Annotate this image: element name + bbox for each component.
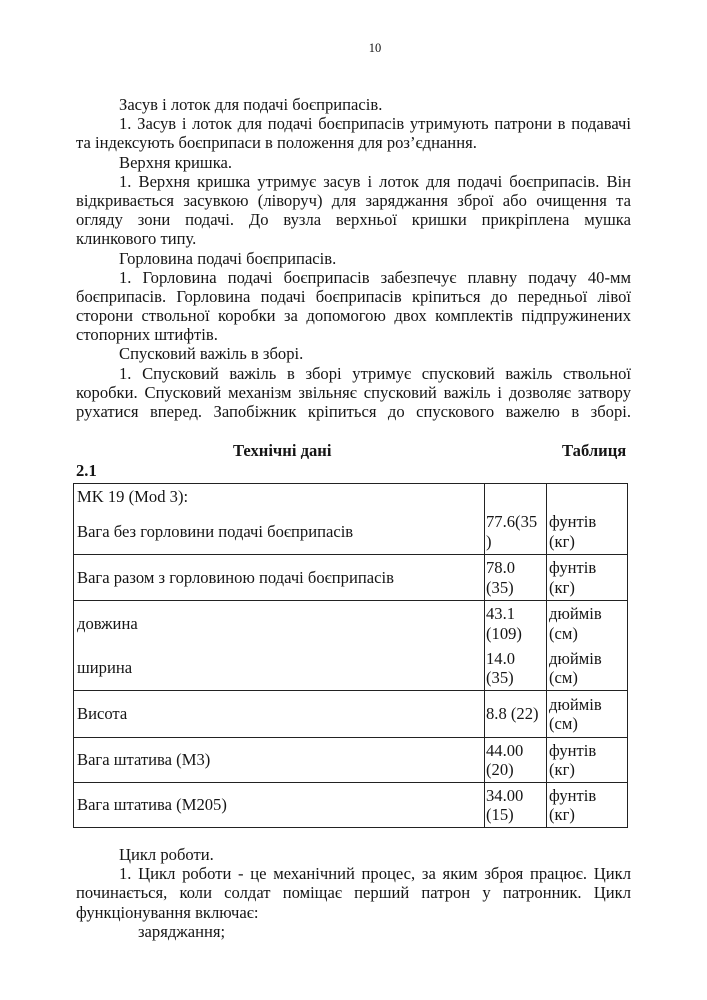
table-row bbox=[73, 646, 628, 691]
table-cell-value bbox=[485, 646, 547, 691]
page-number: 10 bbox=[368, 41, 382, 55]
paragraph-line: та індексують боєприпаси в положення для роз’єднання. bbox=[76, 133, 477, 153]
paragraph-line: 1. Горловина подачі боєприпасів забезпечує плавну подачу 40-мм bbox=[119, 267, 631, 287]
table-cell-unit bbox=[547, 691, 628, 738]
paragraph-line: починається, коли солдат поміщає перший патрон у патронник. Цикл bbox=[76, 883, 631, 903]
unit-line: дюймів bbox=[549, 604, 602, 623]
value-line: ) bbox=[486, 531, 492, 551]
value-line: 8.8 (22) bbox=[486, 704, 539, 724]
table-title: Технічні дані bbox=[233, 441, 332, 460]
paragraph-line: сторони ствольної коробки за допомогою двох комплектів підпружинених bbox=[76, 306, 631, 326]
table-cell-unit bbox=[547, 484, 628, 509]
table-cell-label: Вага без горловини подачі боєприпасів bbox=[73, 509, 485, 555]
paragraph-line: 1. Засув і лоток для подачі боєприпасів утримують патрони в подавачі bbox=[119, 114, 631, 134]
table-cell-label: ширина bbox=[73, 646, 485, 691]
technical-data-table bbox=[73, 483, 628, 828]
value-line: (15) bbox=[486, 805, 514, 824]
table-cell-value bbox=[485, 783, 547, 828]
table-label: Таблиця bbox=[562, 441, 627, 460]
table-row bbox=[73, 555, 628, 601]
section-heading: Засув і лоток для подачі боєприпасів. bbox=[119, 95, 383, 114]
table-cell-value bbox=[485, 484, 547, 509]
section-heading: Цикл роботи. bbox=[119, 845, 214, 864]
paragraph-line: 1. Цикл роботи - це механічний процес, за яким зброя працює. Цикл bbox=[119, 864, 631, 884]
unit-line: (кг) bbox=[549, 531, 575, 551]
paragraph-line: боєприпасів. Горловина подачі боєприпасів кріпиться до передньої лівої bbox=[76, 286, 631, 306]
paragraph-line: відкривається засувкою (ліворуч) для заряджання зброї або очищення та bbox=[76, 190, 631, 210]
unit-line: (кг) bbox=[549, 805, 575, 824]
section-feed-throat bbox=[76, 249, 631, 345]
table-row bbox=[73, 738, 628, 783]
table-cell-label: Вага разом з горловиною подачі боєприпасів bbox=[73, 555, 485, 601]
table-cell-label: Вага штатива (M205) bbox=[73, 783, 485, 828]
unit-line: фунтів bbox=[549, 785, 597, 805]
table-cell-label: довжина bbox=[73, 601, 485, 646]
unit-line: дюймів bbox=[549, 694, 602, 714]
table-cell-label: Вага штатива (M3) bbox=[73, 738, 485, 783]
table-row bbox=[73, 601, 628, 646]
table-cell-value bbox=[485, 601, 547, 646]
value-line: 34.00 bbox=[486, 785, 524, 805]
value-line: (35) bbox=[486, 577, 514, 597]
unit-line: (кг) bbox=[549, 760, 575, 779]
table-cell-value bbox=[485, 555, 547, 601]
paragraph-line: 1. Спусковий важіль в зборі утримує спусковий важіль ствольної bbox=[119, 363, 631, 383]
unit-line: (кг) bbox=[549, 577, 575, 597]
table-cell-value bbox=[485, 691, 547, 738]
paragraph-line: функціонування включає: bbox=[76, 902, 259, 922]
value-line: 44.00 bbox=[486, 740, 524, 760]
unit-line: фунтів bbox=[549, 740, 597, 760]
table-number: 2.1 bbox=[76, 461, 97, 480]
paragraph-line: стопорних штифтів. bbox=[76, 325, 218, 345]
section-trigger-assembly bbox=[76, 344, 631, 421]
value-line: 77.6(35 bbox=[486, 512, 538, 531]
section-heading: Верхня кришка. bbox=[119, 152, 233, 172]
table-cell-unit bbox=[547, 555, 628, 601]
unit-line: фунтів bbox=[549, 512, 597, 531]
table-cell-value bbox=[485, 509, 547, 555]
section-feed-cover-tray bbox=[76, 95, 631, 153]
paragraph-line: 1. Верхня кришка утримує засув і лоток для подачі боєприпасів. Він bbox=[119, 171, 631, 191]
paragraph-line: коробки. Спусковий механізм звільняє спусковий важіль і дозволяє затвору bbox=[76, 382, 631, 402]
list-item: заряджання; bbox=[138, 921, 226, 941]
paragraph-line: огляду зони подачі. До вузла верхньої кришки прикріплена мушка bbox=[76, 210, 631, 230]
table-cell-unit bbox=[547, 601, 628, 646]
value-line: 14.0 bbox=[486, 648, 516, 668]
section-operating-cycle bbox=[76, 845, 631, 941]
table-cell-label: Висота bbox=[73, 691, 485, 738]
table-cell-value bbox=[485, 738, 547, 783]
section-heading: Горловина подачі боєприпасів. bbox=[119, 248, 337, 268]
value-line: (35) bbox=[486, 668, 514, 687]
unit-line: фунтів bbox=[549, 558, 597, 577]
section-heading: Спусковий важіль в зборі. bbox=[119, 344, 304, 364]
table-cell-unit bbox=[547, 738, 628, 783]
table-cell-label: MK 19 (Mod 3): bbox=[73, 484, 485, 509]
table-cell-unit bbox=[547, 509, 628, 555]
unit-line: (см) bbox=[549, 668, 578, 687]
table-row bbox=[73, 484, 628, 509]
table-row bbox=[73, 509, 628, 555]
section-top-cover bbox=[76, 153, 631, 249]
table-cell-unit bbox=[547, 783, 628, 828]
body-text bbox=[76, 95, 631, 421]
value-line: (109) bbox=[486, 623, 522, 643]
paragraph-line: клинкового типу. bbox=[76, 229, 197, 249]
unit-line: (см) bbox=[549, 714, 578, 733]
table-row bbox=[73, 783, 628, 828]
value-line: 43.1 bbox=[486, 604, 516, 623]
value-line: (20) bbox=[486, 760, 514, 779]
table-row bbox=[73, 691, 628, 738]
table-cell-unit bbox=[547, 646, 628, 691]
value-line: 78.0 bbox=[486, 558, 516, 577]
unit-line: (см) bbox=[549, 623, 578, 643]
unit-line: дюймів bbox=[549, 648, 602, 668]
paragraph-line: рухатися вперед. Запобіжник кріпиться до спускового важелю в зборі. bbox=[76, 402, 631, 421]
